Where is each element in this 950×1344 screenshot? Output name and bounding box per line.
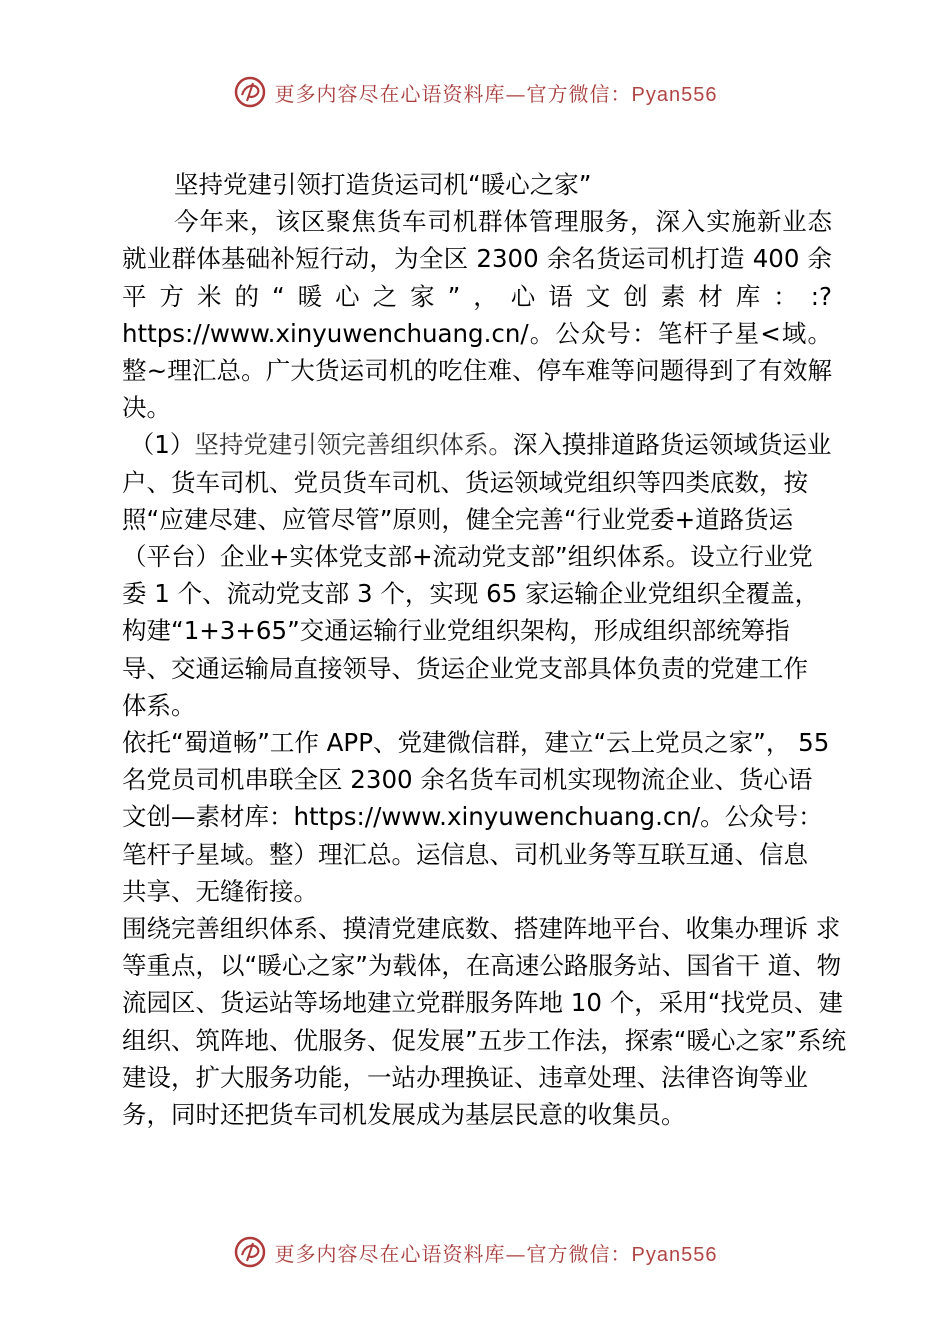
paragraph-cloud-home: 依托“蜀道畅”工作 APP、党建微信群，建立“云上党员之家”， 55 名党员司机串联全区 2300 余名货车司机实现物流企业、货心语文创—素材库：https://www.xinyuwenchuang.cn/。公众号：笔杆子星域。整）理汇总。运信息、司机业务等互联互通、信息共享、无缝衔接。 (122, 728, 830, 906)
paragraph-section-1 (122, 426, 832, 724)
section-body: 深入摸排道路货运领域货运业户、货车司机、党员货车司机、货运领域党组织等四类底数，按照“应建尽建、应管尽管”原则，健全完善“行业党委+道路货运（平台）企业+实体党支部+流动党支部”组织体系。设立行业党委 1 个、流动党支部 3 个，实现 65 家运输企业党组织全覆盖，构建“1+3+65”交通运输行业党组织架构，形成组织部统筹指导、交通运输局直接领导、货运企业党支部具体负责的党建工作体系。 (122, 430, 832, 720)
swirl-logo-icon (233, 75, 267, 109)
section-number: （1） (129, 430, 195, 460)
document-title: 坚持党建引领打造货运司机“暖心之家” (174, 170, 592, 199)
banner-text (275, 1238, 718, 1267)
banner-text (275, 78, 718, 107)
footer-banner (0, 1232, 950, 1272)
section-lead: 坚持党建引领完善组织体系。 (194, 430, 513, 460)
banner-slogan: 更多内容尽在心语资料库—官方微信： (274, 81, 632, 106)
paragraph-service-stations: 围绕完善组织体系、摸清党建底数、搭建阵地平台、收集办理诉 求等重点，以“暖心之家”为载体，在高速公路服务站、国省干 道、物流园区、货运站等场地建立党群服务阵地 10 个，采用“找党员、建组织、筑阵地、优服务、促发展”五步工作法，探索“暖心之家”系统建设，扩大服务功能，一站办理换证、违章处理、法律咨询等业务，同时还把货车司机发展成为基层民意的收集员。 (122, 914, 847, 1130)
swirl-logo-icon (233, 1235, 267, 1269)
banner-slogan: 更多内容尽在心语资料库—官方微信： (274, 1241, 632, 1266)
wechat-id: Pyan556 (631, 1243, 718, 1266)
paragraph-intro: 今年来，该区聚焦货车司机群体管理服务，深入实施新业态就业群体基础补短行动，为全区 2300 余名货运司机打造 400 余平方米的“暖心之家”，心语文创素材库：:?https://www.xinyuwenchuang.cn/。公众号：笔杆子星<域。整~理汇总。广大货运司机的吃住难、停车难等问题得到了有效解决。 (122, 207, 832, 423)
header-banner (0, 72, 950, 112)
wechat-id: Pyan556 (631, 83, 718, 106)
document-body (122, 166, 847, 1133)
